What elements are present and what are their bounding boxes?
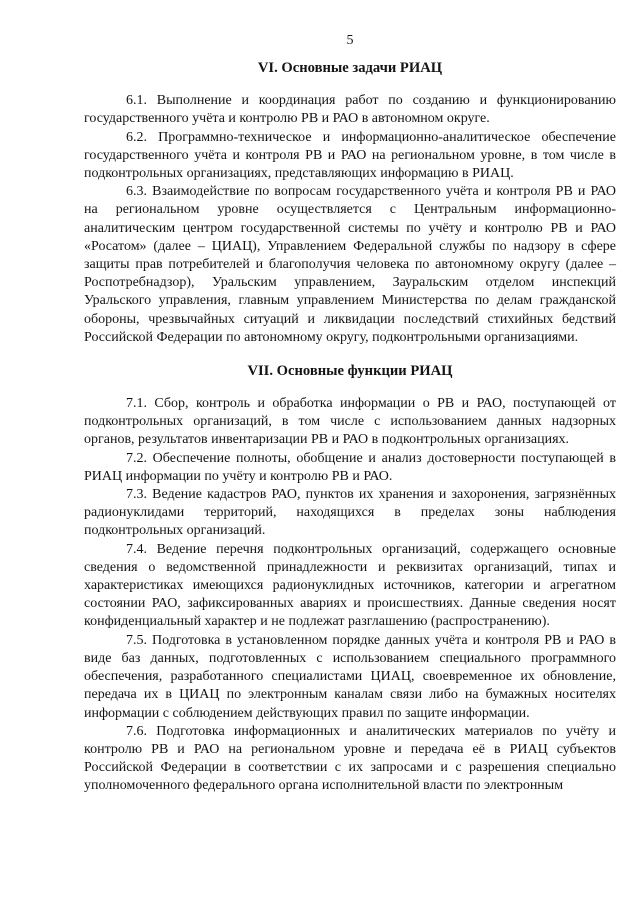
- section-7-title: VII. Основные функции РИАЦ: [247, 363, 453, 380]
- paragraph-6-2: 6.2. Программно-техническое и информационно-аналитическое обеспечение государственного учёта и контроля РВ и РАО на региональном уровне, в том числе в подконтрольных организациях, представляющих информацию в РИАЦ.: [84, 129, 616, 182]
- paragraph-6-1: 6.1. Выполнение и координация работ по созданию и функционированию государственного учёта и контролю РВ и РАО в автономном округе.: [84, 93, 616, 127]
- paragraph-7-5: 7.5. Подготовка в установленном порядке данных учёта и контроля РВ и РАО в виде баз данных, подготовленных с использованием специального программного обеспечения, разработанного специалистами ЦИАЦ, своевременное их обновление, передача их в ЦИАЦ по электронным каналам связи либо на бумажных носителях информации с соблюдением действующих правил по защите информации.: [84, 632, 616, 721]
- section-6-title: VI. Основные задачи РИАЦ: [257, 60, 443, 77]
- paragraph-7-6: 7.6. Подготовка информационных и аналитических материалов по учёту и контролю РВ и РАО на региональном уровне и передача её в РИАЦ субъектов Российской Федерации в соответствии с их запросами и с разрешения специально уполномоченного федерального органа исполнительной власти по электронным: [84, 723, 616, 794]
- paragraph-7-3: 7.3. Ведение кадастров РАО, пунктов их хранения и захоронения, загрязнённых радионуклидами территорий, находящихся в пределах зоны наблюдения подконтрольных организаций.: [84, 487, 616, 539]
- paragraph-7-1: 7.1. Сбор, контроль и обработка информации о РВ и РАО, поступающей от подконтрольных организаций, в том числе с использованием данных надзорных органов, результатов инвентаризации РВ и РАО в подконтрольных организациях.: [84, 396, 616, 448]
- page-number: 5: [346, 33, 354, 48]
- paragraph-7-2: 7.2. Обеспечение полноты, обобщение и анализ достоверности поступающей в РИАЦ информации по учёту и контролю РВ и РАО.: [84, 450, 616, 484]
- paragraph-6-3: 6.3. Взаимодействие по вопросам государственного учёта и контроля РВ и РАО на региональном уровне осуществляется с Центральным информационно-аналитическим центром государственной системы по учёту и контролю РВ и РАО «Росатом» (далее – ЦИАЦ), Управлением Федеральной службы по надзору в сфере защиты прав потребителей и благополучия человека по автономному округу (далее – Роспотребнадзор), Уральским управлением, Зауральским отделом инспекций Уральского управления, главным управлением Министерства по делам гражданской обороны, чрезвычайных ситуаций и ликвидации последствий стихийных бедствий Российской Федерации по автономному округу, подконтрольными организациями.: [84, 184, 616, 345]
- paragraph-7-4: 7.4. Ведение перечня подконтрольных организаций, содержащего основные сведения о ведомственной принадлежности и реквизитах организаций, типах и характеристиках имеющихся радионуклидных источников, категории и агрегатном состоянии РАО, зафиксированных авариях и происшествиях. Данные сведения носят конфиденциальный характер и не подлежат разглашению (распространению).: [84, 541, 616, 630]
- document-page: [84, 20, 616, 796]
